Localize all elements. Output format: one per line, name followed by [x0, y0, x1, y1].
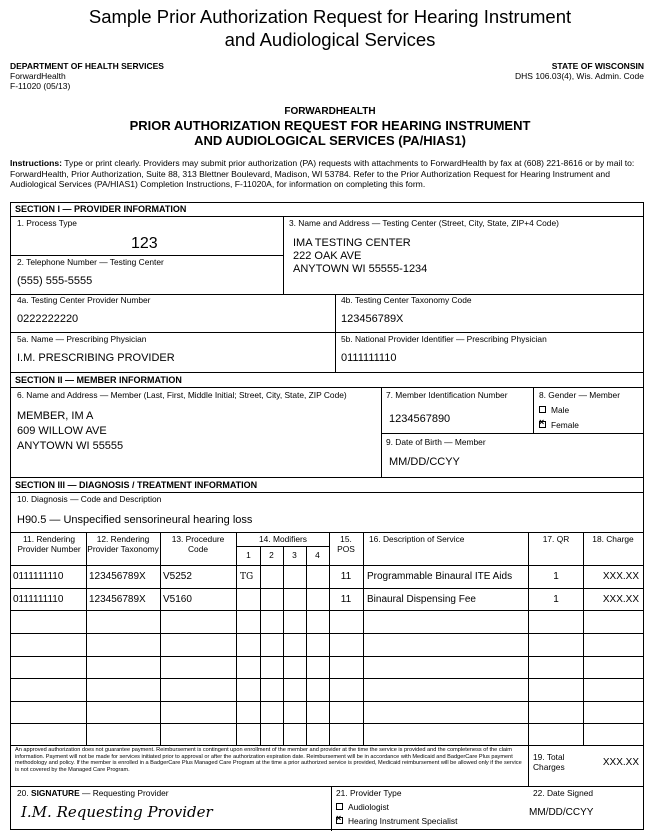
row1-qr[interactable]: 1	[553, 571, 559, 582]
row1-pos[interactable]: 11	[340, 571, 352, 582]
row2-provider[interactable]: 0111111110	[13, 594, 64, 605]
testing-center-address-label: 3. Name and Address — Testing Center (Street, City, State, ZIP+4 Code)	[289, 218, 559, 228]
row2-description[interactable]: Binaural Dispensing Fee	[367, 594, 476, 605]
page-title-line1: Sample Prior Authorization Request for Hearing Instrument	[88, 6, 572, 27]
date-signed-field[interactable]: MM/DD/CCYY	[529, 807, 594, 818]
page-title	[0, 5, 660, 51]
dob-label: 9. Date of Birth — Member	[386, 437, 486, 447]
col-description: 16. Description of Service	[369, 534, 465, 544]
section3-title: SECTION III — DIAGNOSIS / TREATMENT INFORMATION	[15, 480, 258, 490]
member-address-label: 6. Name and Address — Member (Last, First, Middle Initial; Street, City, State, ZIP Code)	[17, 390, 347, 400]
total-charges-label: 19. Total Charges	[533, 752, 565, 772]
phone-field[interactable]: (555) 555-5555	[17, 275, 93, 287]
instructions	[10, 158, 650, 190]
testing-center-address-field[interactable]	[293, 237, 427, 276]
provider-type-label: 21. Provider Type	[336, 788, 402, 798]
row2-charge[interactable]: XXX.XX	[602, 594, 639, 605]
dept-name: DEPARTMENT OF HEALTH SERVICES	[10, 61, 164, 71]
statute: DHS 106.03(4), Wis. Admin. Code	[515, 71, 644, 81]
audiologist-option[interactable]	[336, 803, 389, 813]
header-left	[10, 61, 164, 91]
disclaimer: An approved authorization does not guarantee payment. Reimbursement is contingent upon enrollment of the member and provider at the time the service is provided and the completeness of the claim information. Payment will not be made for services initiated prior to approval or after the authorization expiration date. Reimbursement will be in accordance with Medicaid and BadgerCare Plus payment methodology and policy. If the member is enrolled in a BadgerCare Plus Managed Care Program at the time a prior authorized service is provided, Medicaid reimbursement will be allowed only if the service is not covered by the Managed Care Program.	[15, 747, 522, 773]
provider-number-field[interactable]: 0222222220	[17, 313, 79, 325]
physician-field[interactable]: I.M. PRESCRIBING PROVIDER	[17, 352, 175, 364]
audiologist-checkbox[interactable]	[336, 803, 343, 810]
row1-description[interactable]: Programmable Binaural ITE Aids	[367, 571, 513, 582]
row1-provider[interactable]: 0111111110	[13, 571, 64, 582]
address-line2: 222 OAK AVE	[293, 250, 362, 262]
diagnosis-field[interactable]: H90.5 — Unspecified sensorineural hearing loss	[17, 514, 253, 526]
col-charge: 18. Charge	[592, 534, 634, 544]
phone-label: 2. Telephone Number — Testing Center	[17, 257, 164, 267]
agency-title: FORWARDHEALTH	[284, 106, 376, 117]
gender-female-option[interactable]	[539, 421, 579, 431]
male-checkbox[interactable]	[539, 406, 546, 413]
col-modifiers: 14. Modifiers	[259, 534, 307, 544]
row2-procedure-code[interactable]: V5160	[163, 594, 192, 605]
taxonomy-label: 4b. Testing Center Taxonomy Code	[341, 295, 472, 305]
male-label: Male	[551, 405, 570, 415]
gender-label: 8. Gender — Member	[539, 390, 620, 400]
physician-label: 5a. Name — Prescribing Physician	[17, 334, 147, 344]
female-label: Female	[551, 420, 579, 430]
row1-procedure-code[interactable]: V5252	[163, 571, 192, 582]
total-charges-field[interactable]: XXX.XX	[602, 757, 639, 768]
address-line1: IMA TESTING CENTER	[293, 237, 411, 249]
col-pos: 15. POS	[337, 534, 355, 554]
state-name: STATE OF WISCONSIN	[551, 61, 644, 71]
signature-field[interactable]: I.M. Requesting Provider	[21, 803, 213, 821]
member-address-field[interactable]	[17, 409, 123, 454]
process-type-field[interactable]: 123	[131, 235, 158, 252]
signature-rest: — Requesting Provider	[79, 788, 169, 798]
row1-charge[interactable]: XXX.XX	[602, 571, 639, 582]
address-line3: ANYTOWN WI 55555-1234	[293, 263, 428, 275]
form-title-line2: AND AUDIOLOGICAL SERVICES (PA/HIAS1)	[194, 133, 466, 148]
header-right	[515, 61, 644, 81]
col-modifier-4: 4	[315, 550, 320, 560]
member-id-field[interactable]: 1234567890	[389, 413, 451, 425]
npi-label: 5b. National Provider Identifier — Prescribing Physician	[341, 334, 547, 344]
form-title-line1: PRIOR AUTHORIZATION REQUEST FOR HEARING INSTRUMENT	[129, 118, 531, 133]
forwardhealth-label: ForwardHealth	[10, 71, 66, 81]
audiologist-label: Audiologist	[348, 802, 389, 812]
member-id-label: 7. Member Identification Number	[386, 390, 508, 400]
dob-field[interactable]: MM/DD/CCYY	[389, 456, 460, 468]
col-rendering-provider: 11. Rendering Provider Number	[17, 534, 81, 554]
his-label: Hearing Instrument Specialist	[348, 816, 458, 826]
row2-qr[interactable]: 1	[553, 594, 559, 605]
signature-label	[17, 789, 169, 799]
diagnosis-label: 10. Diagnosis — Code and Description	[17, 494, 162, 504]
provider-number-label: 4a. Testing Center Provider Number	[17, 295, 151, 305]
npi-field[interactable]: 0111111110	[341, 352, 397, 364]
signature-bold: SIGNATURE	[30, 788, 80, 798]
female-checkbox[interactable]	[539, 421, 546, 428]
col-modifier-1: 1	[246, 550, 251, 560]
process-type-label: 1. Process Type	[17, 218, 77, 228]
col-rendering-taxonomy: 12. Rendering Provider Taxonomy	[87, 534, 159, 554]
his-option[interactable]	[336, 817, 457, 827]
col-procedure-code: 13. Procedure Code	[171, 534, 225, 554]
member-line1: MEMBER, IM A	[17, 410, 94, 422]
page-title-line2: and Audiological Services	[224, 29, 436, 50]
taxonomy-field[interactable]: 123456789X	[341, 313, 404, 325]
gender-male-option[interactable]	[539, 406, 569, 416]
row2-pos[interactable]: 11	[340, 594, 352, 605]
row2-taxonomy[interactable]: 123456789X	[89, 594, 146, 605]
section2-title: SECTION II — MEMBER INFORMATION	[15, 375, 182, 385]
pa-form	[10, 202, 644, 830]
col-modifier-2: 2	[269, 550, 274, 560]
member-line2: 609 WILLOW AVE	[17, 425, 107, 437]
section1-title: SECTION I — PROVIDER INFORMATION	[15, 204, 187, 214]
row1-taxonomy[interactable]: 123456789X	[89, 571, 146, 582]
col-qr: 17. QR	[542, 534, 570, 544]
signature-number: 20.	[17, 788, 31, 798]
member-line3: ANYTOWN WI 55555	[17, 440, 124, 452]
row1-modifier1[interactable]: TG	[240, 572, 254, 582]
instructions-label: Instructions:	[10, 158, 63, 168]
instructions-text: Type or print clearly. Providers may submit prior authorization (PA) requests with attachments to ForwardHealth by fax at (608) 221-8616 or by mail to: ForwardHealth, Prior Authorization, Suite 88, 313 Blettner Boulevard, Madison, WI 53784. Refer to the Prior Authorization Request for Hearing Instrument and Audiological Services (PA/HIAS1) Completion Instructions, F-11020A, for information on completing this form.	[10, 158, 635, 189]
form-number: F-11020 (05/13)	[10, 81, 71, 91]
col-modifier-3: 3	[292, 550, 297, 560]
his-checkbox[interactable]	[336, 817, 343, 824]
date-signed-label: 22. Date Signed	[533, 788, 594, 798]
